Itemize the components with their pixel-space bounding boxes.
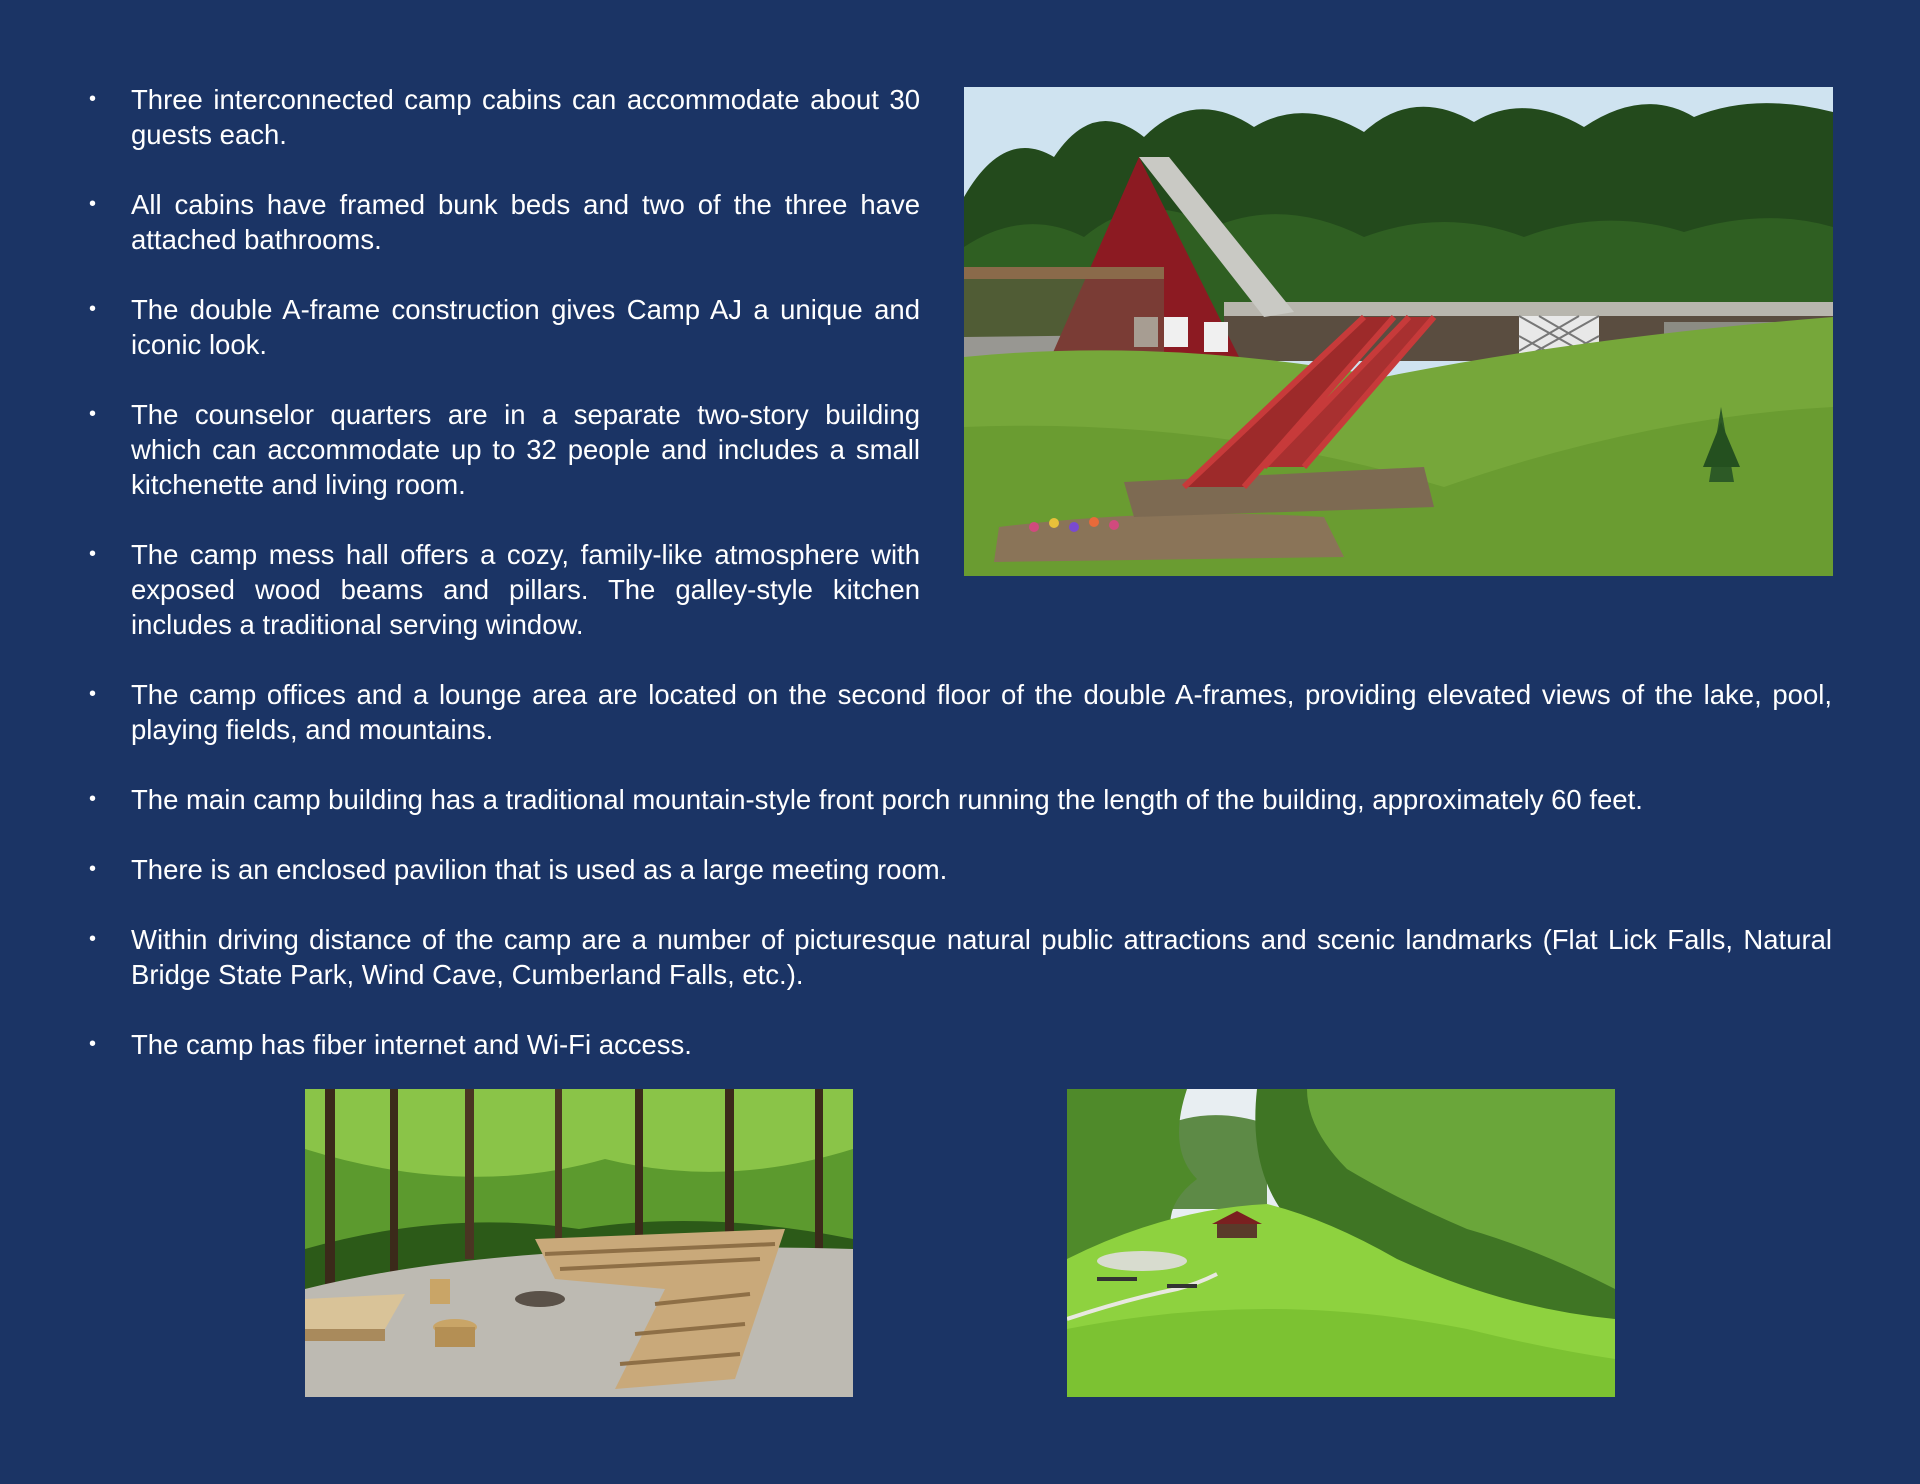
bullet-internet	[89, 1027, 1832, 1062]
bullet-text: The camp has fiber internet and Wi-Fi access.	[131, 1029, 692, 1060]
bullet-front-porch	[89, 782, 1832, 817]
bullet-symbol: •	[89, 683, 97, 705]
camp-valley-photo	[1067, 1089, 1615, 1397]
bullet-attractions	[89, 922, 1832, 992]
bullet-symbol: •	[89, 788, 97, 810]
bullet-symbol: •	[89, 543, 97, 565]
bullet-symbol: •	[89, 858, 97, 880]
fire-pit-amphitheater-photo	[305, 1089, 853, 1397]
fire-pit-image	[305, 1089, 853, 1397]
bullet-text: The main camp building has a traditional mountain-style front porch running the length of the building, approximately 60 feet.	[131, 784, 1643, 815]
bullet-symbol: •	[89, 403, 97, 425]
bullet-text: There is an enclosed pavilion that is used as a large meeting room.	[131, 854, 948, 885]
bullet-symbol: •	[89, 298, 97, 320]
bullet-a-frame	[89, 292, 920, 362]
valley-image	[1067, 1089, 1615, 1397]
bullet-text: The camp offices and a lounge area are located on the second floor of the double A-frames, providing elevated views of the lake, pool, playing fields, and mountains.	[131, 679, 1832, 745]
bullet-text: The camp mess hall offers a cozy, family-like atmosphere with exposed wood beams and pillars. The galley-style kitchen includes a traditional serving window.	[131, 539, 920, 640]
bullet-bunk-beds	[89, 187, 920, 257]
bullet-pavilion	[89, 852, 1832, 887]
bullet-text: The double A-frame construction gives Camp AJ a unique and iconic look.	[131, 294, 920, 360]
bullet-cabins	[89, 82, 920, 152]
bullet-symbol: •	[89, 88, 97, 110]
bullet-text: Three interconnected camp cabins can accommodate about 30 guests each.	[131, 84, 920, 150]
bullet-text: Within driving distance of the camp are a number of picturesque natural public attractions and scenic landmarks (Flat Lick Falls, Natural Bridge State Park, Wind Cave, Cumberland Falls, etc.).	[131, 924, 1832, 990]
bullet-symbol: •	[89, 928, 97, 950]
aframe-lodge-photo	[964, 87, 1833, 576]
bullet-symbol: •	[89, 193, 97, 215]
bullet-camp-offices	[89, 677, 1832, 747]
bullet-mess-hall	[89, 537, 920, 642]
bullet-text: All cabins have framed bunk beds and two of the three have attached bathrooms.	[131, 189, 920, 255]
bullet-symbol: •	[89, 1033, 97, 1055]
aframe-lodge-image	[964, 87, 1833, 576]
bullet-counselor-quarters	[89, 397, 920, 502]
bullet-text: The counselor quarters are in a separate two-story building which can accommodate up to 32 people and includes a small kitchenette and living room.	[131, 399, 920, 500]
